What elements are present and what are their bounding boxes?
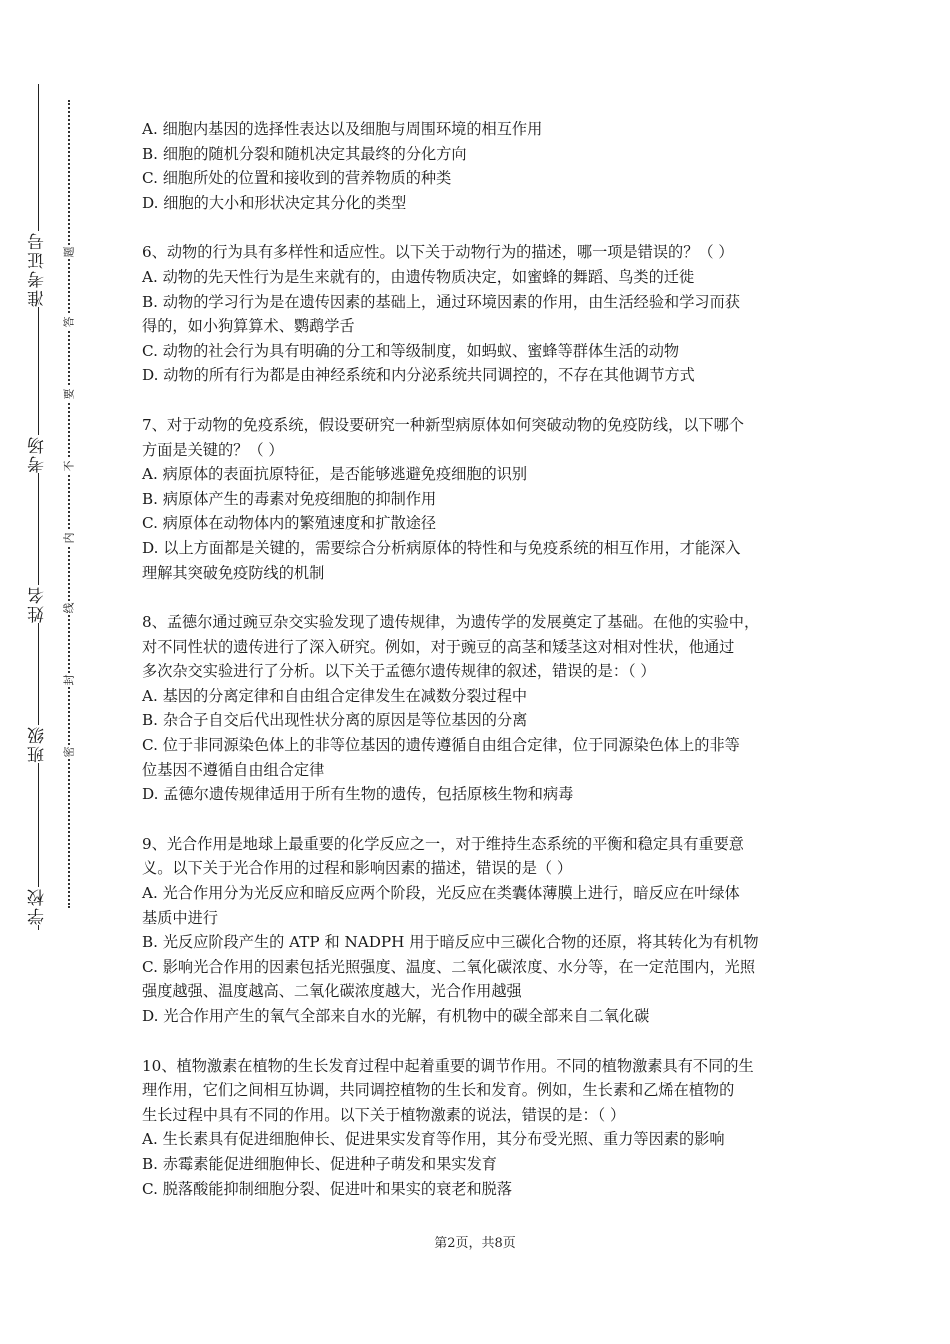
field-label: 学校	[28, 887, 48, 925]
option-b: B. 光反应阶段产生的 ATP 和 NADPH 用于暗反应中三碳化合物的还原，将其转化为有机物	[142, 933, 759, 952]
question-stem: 7、对于动物的免疫系统，假设要研究一种新型病原体如何突破动物的免疫防线，以下哪个	[142, 415, 744, 434]
field-class	[20, 725, 56, 763]
option-c: C. 影响光合作用的因素包括光照强度、温度、二氧化碳浓度、水分等，在一定范围内，光照	[142, 957, 756, 976]
seal-char: 内	[62, 532, 75, 544]
option-a: A. 生长素具有促进细胞伸长、促进果实发育等作用，其分布受光照、重力等因素的影响	[142, 1130, 725, 1149]
option-b-cont: 得的，如小狗算算术、鹦鹉学舌	[142, 317, 355, 336]
field-label: 考场	[28, 435, 48, 473]
question-9	[142, 832, 814, 1029]
option-d: D. 以上方面都是关键的，需要综合分析病原体的特性和与免疫系统的相互作用，才能深入	[142, 538, 741, 557]
option-b: B. 杂合子自交后代出现性状分离的原因是等位基因的分离	[142, 711, 528, 730]
field-name	[20, 585, 56, 623]
seal-line	[62, 100, 75, 908]
option-b: B. 赤霉素能促进细胞伸长、促进种子萌发和果实发育	[142, 1154, 497, 1173]
option-c-cont: 位基因不遵循自由组合定律	[142, 760, 325, 779]
seal-char: 封	[62, 674, 75, 686]
seal-char: 答	[62, 316, 75, 328]
field-exam-number	[20, 231, 56, 307]
question-stem-cont: 理作用，它们之间相互协调，共同调控植物的生长和发育。例如，生长素和乙烯在植物的	[142, 1081, 735, 1100]
option-a: A. 病原体的表面抗原特征，是否能够逃避免疫细胞的识别	[142, 465, 528, 484]
seal-char: 不	[62, 460, 75, 472]
option-c-cont: 强度越强、温度越高、二氧化碳浓度越大，光合作用越强	[142, 982, 522, 1001]
option-a: A. 基因的分离定律和自由组合定律发生在减数分裂过程中	[142, 686, 528, 705]
field-label: 班级	[28, 725, 48, 763]
exam-info-margin	[18, 84, 46, 930]
seal-char: 密	[62, 746, 75, 758]
dotted-line	[68, 100, 70, 908]
question-stem-cont: 生长过程中具有不同的作用。以下关于植物激素的说法，错误的是：（ ）	[142, 1105, 626, 1124]
binding-line	[38, 84, 39, 930]
question-5-options	[142, 117, 814, 215]
question-stem: 8、孟德尔通过豌豆杂交实验发现了遗传规律，为遗传学的发展奠定了基础。在他的实验中，	[142, 613, 760, 632]
option-d: D. 动物的所有行为都是由神经系统和内分泌系统共同调控的，不存在其他调节方式	[142, 366, 695, 385]
option-a: A. 细胞内基因的选择性表达以及细胞与周围环境的相互作用	[142, 120, 543, 138]
option-a: A. 光合作用分为光反应和暗反应两个阶段，光反应在类囊体薄膜上进行，暗反应在叶绿体	[142, 884, 740, 903]
option-d: D. 细胞的大小和形状决定其分化的类型	[142, 193, 407, 212]
question-6	[142, 240, 814, 388]
option-c: C. 脱落酸能抑制细胞分裂、促进叶和果实的衰老和脱落	[142, 1179, 513, 1198]
seal-char: 题	[62, 246, 75, 258]
field-label: 准考证号	[28, 231, 48, 307]
option-c: C. 病原体在动物体内的繁殖速度和扩散途径	[142, 514, 437, 533]
option-d: D. 光合作用产生的氧气全部来自水的光解，有机物中的碳全部来自二氧化碳	[142, 1007, 650, 1025]
option-c: C. 动物的社会行为具有明确的分工和等级制度，如蚂蚁、蜜蜂等群体生活的动物	[142, 341, 680, 360]
question-stem-cont: 方面是关键的？（ ）	[142, 440, 284, 459]
option-c: C. 位于非同源染色体上的非等位基因的遗传遵循自由组合定律，位于同源染色体上的非等	[142, 736, 740, 755]
option-a: A. 动物的先天性行为是生来就有的，由遗传物质决定，如蜜蜂的舞蹈、鸟类的迁徙	[142, 267, 695, 286]
option-b: B. 动物的学习行为是在遗传因素的基础上，通过环境因素的作用，由生活经验和学习而获	[142, 292, 740, 311]
page-number: 第2页，共8页	[434, 1236, 516, 1251]
question-10	[142, 1054, 814, 1202]
field-label: 姓名	[28, 585, 48, 623]
option-a-cont: 基质中进行	[142, 908, 218, 927]
option-b: B. 病原体产生的毒素对免疫细胞的抑制作用	[142, 489, 437, 508]
question-8	[142, 610, 814, 807]
question-stem: 9、光合作用是地球上最重要的化学反应之一，对于维持生态系统的平衡和稳定具有重要意	[142, 834, 744, 853]
question-stem-cont: 对不同性状的遗传进行了深入研究。例如，对于豌豆的高茎和矮茎这对相对性状，他通过	[142, 637, 735, 656]
option-c: C. 细胞所处的位置和接收到的营养物质的种类	[142, 169, 452, 188]
question-list	[142, 117, 814, 1226]
question-stem: 6、动物的行为具有多样性和适应性。以下关于动物行为的描述，哪一项是错误的？（ ）	[142, 243, 734, 262]
field-exam-room	[20, 435, 56, 473]
option-d: D. 孟德尔遗传规律适用于所有生物的遗传，包括原核生物和病毒	[142, 785, 574, 804]
question-stem-cont: 义。以下关于光合作用的过程和影响因素的描述，错误的是（ ）	[142, 859, 573, 878]
option-b: B. 细胞的随机分裂和随机决定其最终的分化方向	[142, 144, 467, 163]
seal-char: 线	[62, 602, 75, 614]
question-stem: 10、植物激素在植物的生长发育过程中起着重要的调节作用。不同的植物激素具有不同的生	[142, 1056, 754, 1075]
seal-char: 要	[62, 388, 75, 400]
option-d-cont: 理解其突破免疫防线的机制	[142, 563, 325, 582]
question-stem-cont: 多次杂交实验进行了分析。以下关于孟德尔遗传规律的叙述，错误的是：（ ）	[142, 662, 656, 681]
field-school	[20, 887, 56, 925]
question-7	[142, 413, 814, 585]
